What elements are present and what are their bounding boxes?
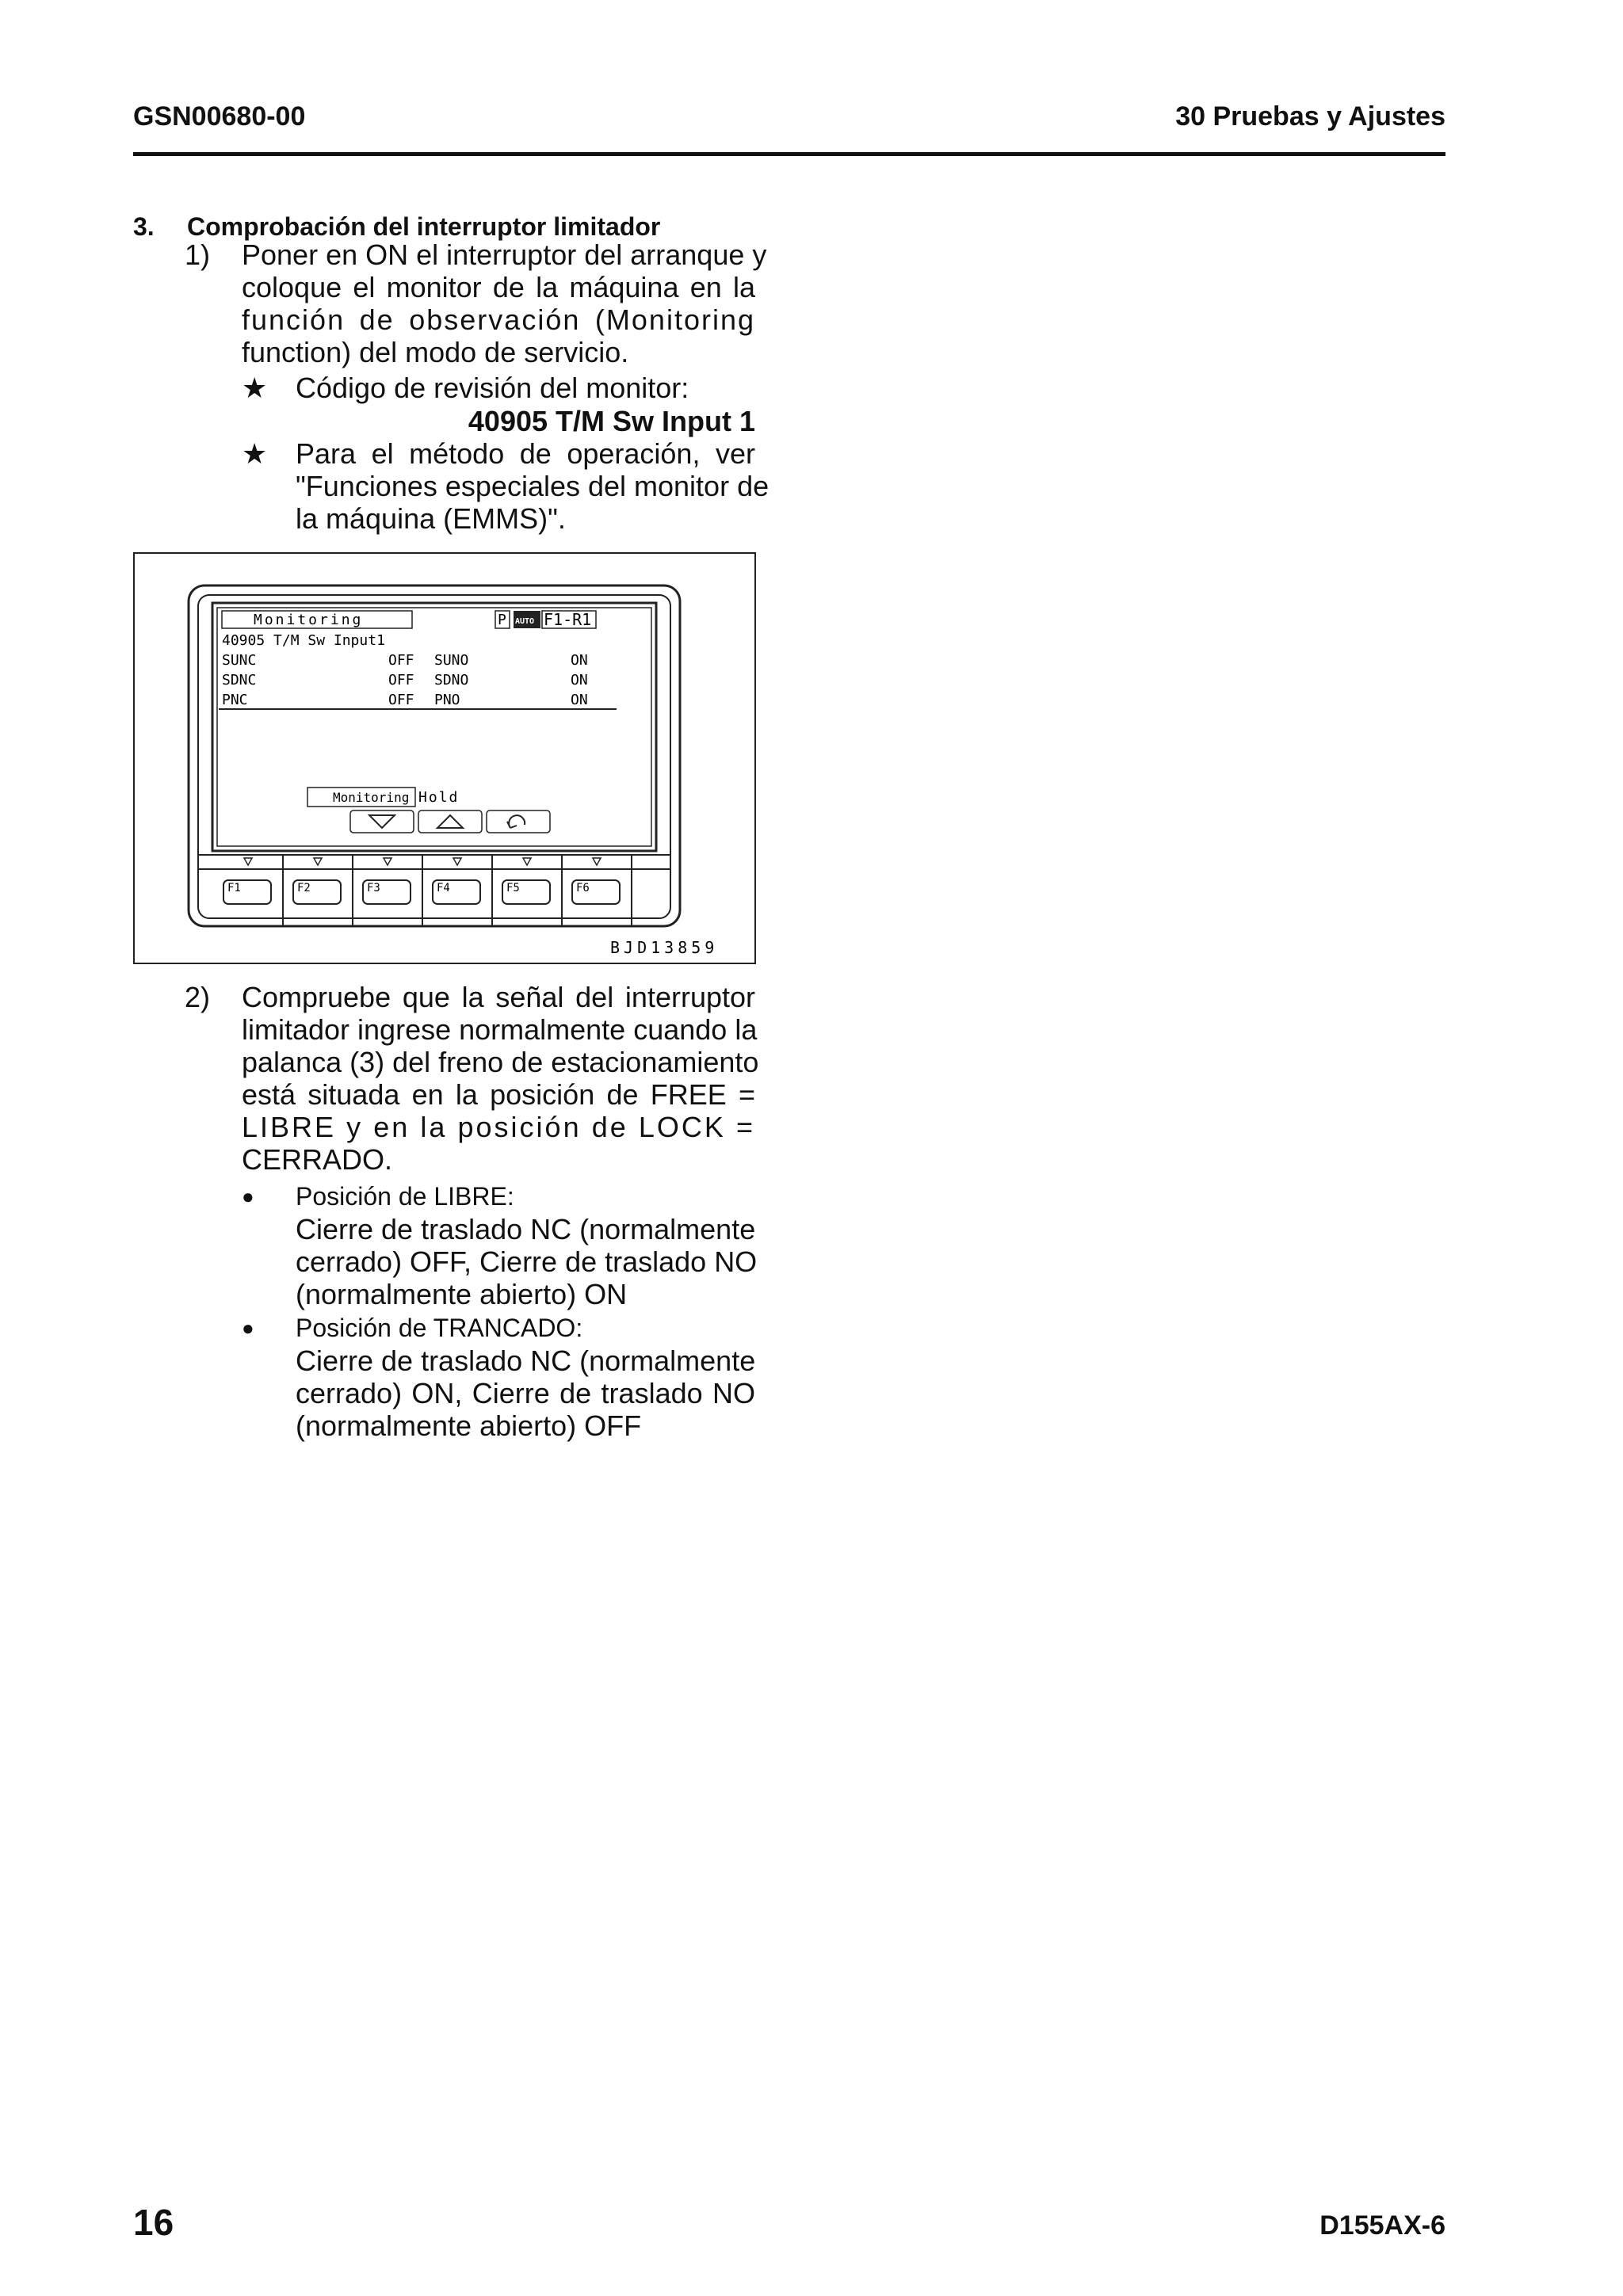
- bullet-lock-line: Cierre de traslado NC (normalmente: [296, 1344, 756, 1377]
- monitor-figure: [133, 552, 756, 964]
- key-label: F2: [297, 882, 311, 894]
- bullet-free-line: Cierre de traslado NC (normalmente: [296, 1213, 756, 1245]
- signal-name: SDNC: [222, 672, 257, 688]
- step-2-line: CERRADO.: [242, 1143, 393, 1176]
- monitor-code-text: 40905 T/M Sw Input 1: [468, 405, 755, 437]
- monitor-illustration: [135, 554, 754, 963]
- step-1-line: function) del modo de servicio.: [242, 336, 629, 368]
- header-rule: [133, 152, 1445, 156]
- signal-value: OFF: [388, 652, 414, 669]
- bullet-lock-title: Posición de TRANCADO:: [296, 1314, 583, 1342]
- bullet-icon: ●: [242, 1184, 254, 1208]
- mode-auto: AUTO: [515, 617, 535, 626]
- section-title: [133, 212, 660, 242]
- step-2-line: limitador ingrese normalmente cuando la: [242, 1013, 758, 1046]
- signal-name: SUNC: [222, 652, 257, 669]
- step-1-line: Poner en ON el interruptor del arranque y: [242, 238, 767, 271]
- signal-value: ON: [571, 652, 588, 669]
- signal-name: PNO: [434, 692, 460, 708]
- hold-label: Hold: [418, 789, 460, 806]
- note-2-line: la máquina (EMMS)".: [296, 502, 566, 535]
- bullet-free-title: Posición de LIBRE:: [296, 1182, 514, 1211]
- bullet-lock-line: (normalmente abierto) OFF: [296, 1409, 642, 1442]
- monitoring-mode: Monitoring: [333, 790, 410, 805]
- bullet-free-line: cerrado) OFF, Cierre de traslado NO: [296, 1245, 758, 1278]
- key-label: F6: [576, 882, 590, 894]
- mode-p: P: [498, 612, 506, 628]
- key-label: F3: [367, 882, 380, 894]
- step-2-text: [242, 981, 759, 1176]
- screen-title: Monitoring: [254, 612, 364, 628]
- section-number: 3.: [133, 212, 155, 241]
- key-label: F4: [437, 882, 450, 894]
- star-icon: ★: [242, 437, 268, 470]
- section-header: 30 Pruebas y Ajustes: [1175, 101, 1445, 132]
- star-icon: ★: [242, 372, 268, 404]
- step-1-text: [242, 238, 767, 368]
- step-2-line: LIBRE y en la posición de LOCK =: [242, 1111, 755, 1143]
- signal-name: SUNO: [434, 652, 469, 669]
- section-title-text: Comprobación del interruptor limitador: [187, 212, 661, 241]
- code-line: 40905 T/M Sw Input1: [222, 632, 385, 649]
- note-2-line: Para el método de operación, ver: [296, 437, 755, 470]
- gear-indicator: F1-R1: [544, 610, 592, 629]
- key-label: F5: [506, 882, 520, 894]
- signal-name: SDNO: [434, 672, 469, 688]
- signal-value: OFF: [388, 692, 414, 708]
- figure-id: BJD13859: [610, 938, 719, 957]
- step-2-line: Compruebe que la señal del interruptor: [242, 981, 755, 1013]
- signal-value: ON: [571, 672, 588, 688]
- key-label: F1: [227, 882, 241, 894]
- signal-name: PNC: [222, 692, 248, 708]
- step-2-number: 2): [185, 981, 211, 1013]
- step-2-line: palanca (3) del freno de estacionamiento: [242, 1046, 759, 1078]
- bullet-icon: ●: [242, 1316, 254, 1340]
- note-2-line: "Funciones especiales del monitor de: [296, 470, 769, 502]
- bullet-lock-line: cerrado) ON, Cierre de traslado NO: [296, 1377, 755, 1409]
- step-1-number: 1): [185, 238, 211, 271]
- note-1-text: Código de revisión del monitor:: [296, 372, 689, 404]
- doc-code: GSN00680-00: [133, 101, 306, 132]
- step-1-line: función de observación (Monitoring: [242, 303, 755, 336]
- step-2-line: está situada en la posición de FREE =: [242, 1078, 755, 1111]
- page-number: 16: [133, 2202, 174, 2243]
- bullet-free-line: (normalmente abierto) ON: [296, 1278, 628, 1310]
- step-1-line: coloque el monitor de la máquina en la: [242, 271, 755, 303]
- model-code: D155AX-6: [1319, 2210, 1445, 2241]
- signal-value: ON: [571, 692, 588, 708]
- signal-value: OFF: [388, 672, 414, 688]
